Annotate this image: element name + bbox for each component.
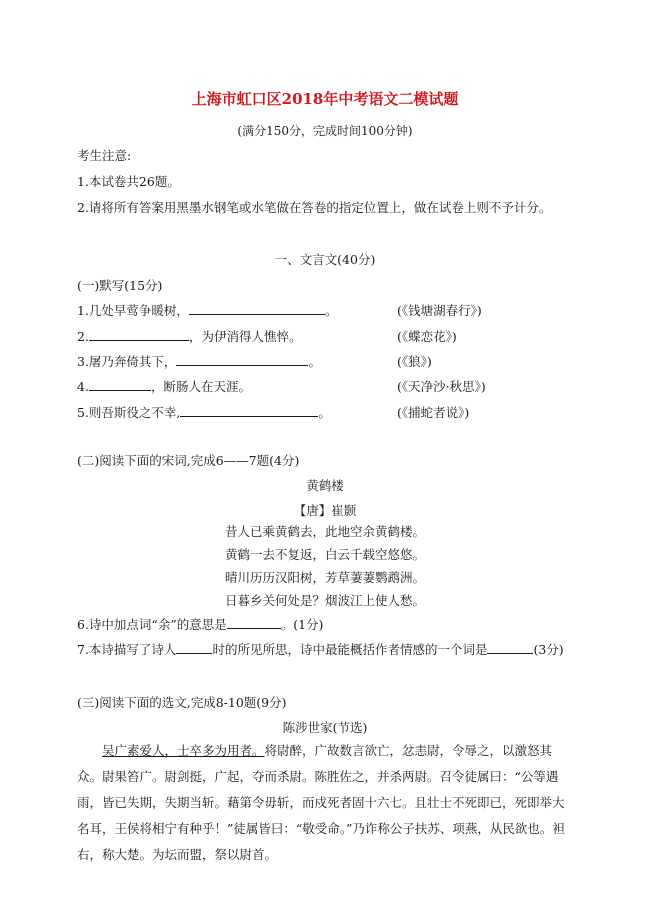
answer-blank[interactable] [176, 353, 308, 366]
question-1-source: (《钱塘湖春行》) [397, 303, 482, 318]
answer-blank[interactable] [189, 302, 325, 315]
poem-line-3: 晴川历历汉阳树，芳草萋萋鹦鹉洲。 [224, 570, 425, 585]
underlined-sentence: 吴广素爱人，士卒多为用者。 [102, 743, 265, 758]
article-title: 陈涉世家(节选) [282, 720, 368, 735]
poem-author: 【唐】崔颢 [293, 503, 357, 518]
answer-blank[interactable] [487, 641, 533, 654]
question-2: 2. ，为伊消得人憔悴。 [77, 329, 302, 344]
note-item-2: 2.请将所有答案用黑墨水钢笔或水笔做在答卷的指定位置上，做在试卷上则不予计分。 [77, 200, 552, 215]
question-7: 7.本诗描写了诗人 时的所见所思，诗中最能概括作者情感的一个词是 (3分) [77, 642, 564, 657]
question-2-source: (《蝶恋花》) [397, 329, 457, 344]
question-5-source: (《捕蛇者说》) [397, 405, 470, 420]
poem-line-2: 黄鹤一去不复返，白云千载空悠悠。 [224, 547, 425, 562]
article-text: 吴广素爱人，士卒多为用者。将尉醉，广故数言欲亡，忿恚尉，令辱之，以激怒其众。尉果笞广。尉剑挺，广起，夺而杀尉。陈胜佐之，并杀两尉。召令徒属曰：“公等遇雨，皆已失期，失期当斩。藉第令毋斩，而戍死者固十六七。且壮士不死即已，死即举大名耳，王侯将相宁有种乎！”徒属皆曰：“敬受命。”乃诈称公子扶苏、项燕，从民欲也。袒右，称大楚。为坛而盟，祭以尉首。 [77, 743, 565, 862]
question-5: 5.则吾斯役之不幸, 。 [77, 405, 331, 420]
poem-line-4: 日暮乡关何处是？烟波江上使人愁。 [224, 593, 425, 608]
page-title: 上海市虹口区2018年中考语文二模试题 [191, 90, 459, 108]
part1-heading: (一)默写(15分) [77, 278, 163, 293]
question-6: 6.诗中加点词“余”的意思是 。(1分) [77, 617, 324, 632]
answer-blank[interactable] [89, 328, 189, 341]
section-heading: 一、文言文(40分) [274, 252, 376, 267]
poem-line-1: 昔人已乘黄鹤去，此地空余黄鹤楼。 [224, 524, 425, 539]
question-3-source: (《狼》) [397, 354, 432, 369]
question-4-source: (《天净沙·秋思》) [397, 379, 486, 394]
notes-heading: 考生注意: [77, 148, 132, 163]
poem-title: 黄鹤楼 [306, 478, 344, 493]
answer-blank[interactable] [227, 616, 281, 629]
answer-blank[interactable] [180, 404, 318, 417]
part3-heading: (三)阅读下面的选文,完成8-10题(9分) [77, 695, 287, 710]
question-4: 4. ，断肠人在天涯。 [77, 379, 251, 394]
answer-blank[interactable] [89, 378, 151, 391]
note-item-1: 1.本试卷共26题。 [77, 174, 180, 189]
question-1: 1.几处早莺争暖树， 。 [77, 303, 338, 318]
part2-heading: (二)阅读下面的宋词,完成6——7题(4分) [77, 453, 300, 468]
question-3: 3.屠乃奔倚其下， 。 [77, 354, 321, 369]
answer-blank[interactable] [176, 641, 212, 654]
exam-info: (满分150分，完成时间100分钟) [237, 124, 413, 138]
